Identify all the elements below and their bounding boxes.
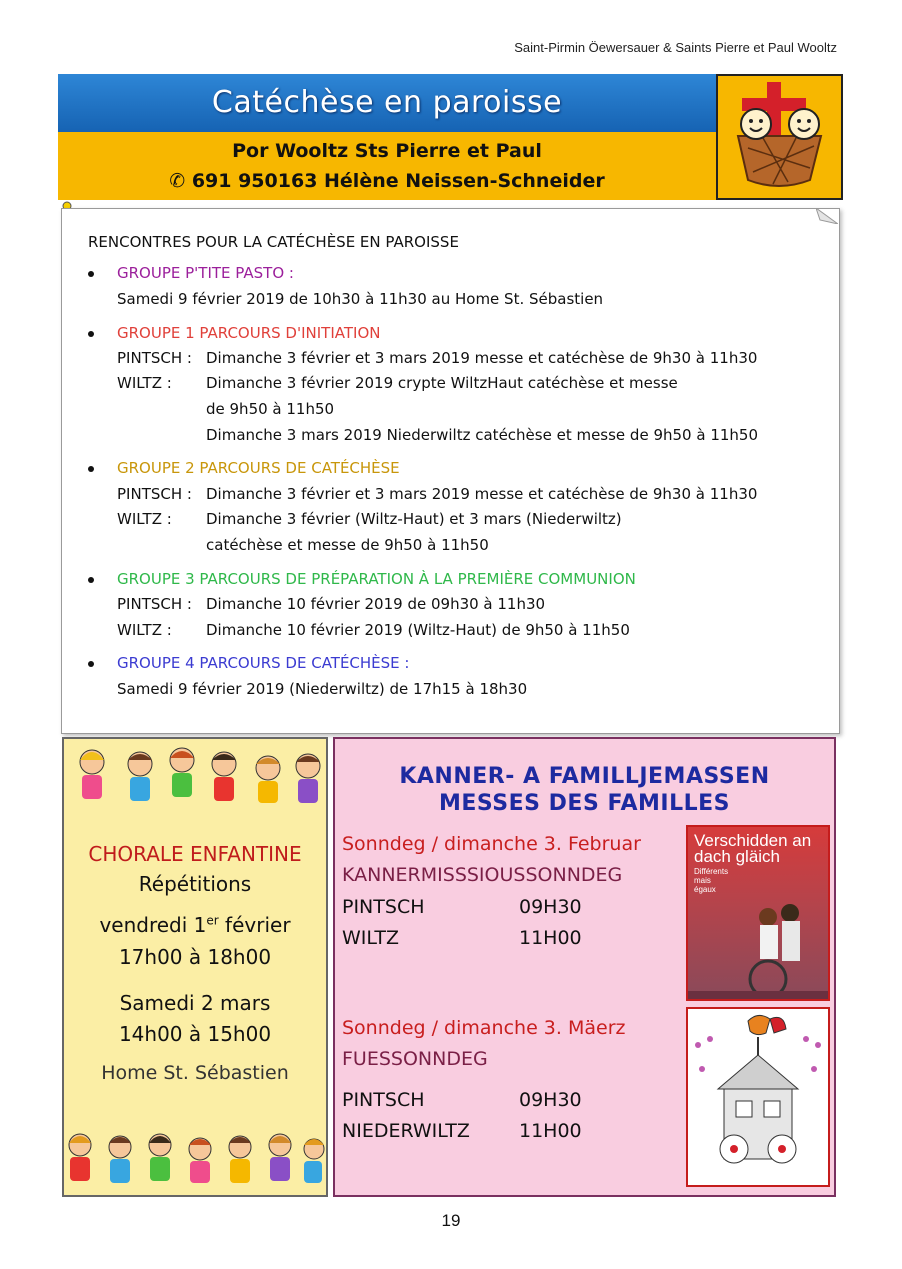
group-2-text-2: Dimanche 3 février (Wiltz-Haut) et 3 mars (Niederwiltz) — [206, 510, 622, 528]
group-1-label-2: WILTZ : — [117, 374, 172, 392]
carnival-rooster-house-icon — [688, 1009, 828, 1185]
group-1-text-2: Dimanche 3 février 2019 crypte WiltzHaut catéchèse et messe — [206, 374, 678, 392]
mass-2-place-2: NIEDERWILTZ — [342, 1120, 470, 1142]
carnival-illustration — [686, 1007, 830, 1187]
group-1-text-4: Dimanche 3 mars 2019 Niederwiltz catéchèse et messe de 9h50 à 11h50 — [206, 426, 758, 444]
mass-1-time-2: 11H00 — [519, 927, 582, 949]
children-wheelchair-photo-icon — [688, 903, 828, 1001]
campaign-poster — [686, 825, 830, 1001]
page-curl-icon — [816, 208, 838, 224]
phone-icon: ✆ — [169, 170, 186, 192]
catechesis-logo — [716, 74, 843, 200]
bullet-icon — [88, 577, 94, 583]
choir-date-1 — [62, 913, 328, 937]
mass-2-date: Sonndeg / dimanche 3. Mäerz — [342, 1017, 626, 1039]
masses-title-fr: MESSES DES FAMILLES — [439, 791, 730, 816]
banner-contact-line — [58, 170, 716, 192]
group-2-label-2: WILTZ : — [117, 510, 172, 528]
mass-1-date: Sonndeg / dimanche 3. Februar — [342, 833, 641, 855]
group-4-line: Samedi 9 février 2019 (Niederwiltz) de 17h15 à 18h30 — [117, 680, 528, 698]
page-number: 19 — [441, 1211, 461, 1230]
mass-2-time-2: 11H00 — [519, 1120, 582, 1142]
banner-parish-line: Por Wooltz Sts Pierre et Paul — [232, 140, 542, 162]
group-1-text-3: de 9h50 à 11h50 — [206, 400, 335, 418]
contact-text: 691 950163 Hélène Neissen-Schneider — [191, 170, 605, 192]
mass-2-time-1: 09H30 — [519, 1089, 582, 1111]
mass-2-place-1: PINTSCH — [342, 1089, 425, 1111]
children-row-bottom-icon — [64, 1125, 326, 1195]
mass-1-time-1: 09H30 — [519, 896, 582, 918]
group-3-text-1: Dimanche 10 février 2019 de 09h30 à 11h30 — [206, 595, 546, 613]
boat-cross-logo-icon — [718, 76, 841, 198]
group-1-text-1: Dimanche 3 février et 3 mars 2019 messe et catéchèse de 9h30 à 11h30 — [206, 349, 758, 367]
mass-2-name: FUESSONNDEG — [342, 1048, 488, 1070]
parish-header: Saint-Pirmin Öewersauer & Saints Pierre et Paul Wooltz — [514, 40, 837, 55]
poster-title: Verschidden an dach gläich — [694, 831, 812, 866]
bullet-icon — [88, 466, 94, 472]
choir-date-1-day: vendredi 1 — [99, 913, 207, 937]
group-2-title: GROUPE 2 PARCOURS DE CATÉCHÈSE — [117, 459, 400, 477]
choir-place: Home St. Sébastien — [101, 1062, 289, 1084]
mass-1-name: KANNERMISSSIOUSSONNDEG — [342, 864, 623, 886]
group-2-label-1: PINTSCH : — [117, 485, 192, 503]
poster-subtitle: Différents mais égaux — [694, 867, 729, 894]
mass-1-place-1: PINTSCH — [342, 896, 425, 918]
group-2-text-3: catéchèse et messe de 9h50 à 11h50 — [206, 536, 489, 554]
group-3-title: GROUPE 3 PARCOURS DE PRÉPARATION À LA PREMIÈRE COMMUNION — [117, 570, 636, 588]
bullet-icon — [88, 661, 94, 667]
choir-time-2: 14h00 à 15h00 — [118, 1022, 272, 1046]
catechism-heading: RENCONTRES POUR LA CATÉCHÈSE EN PAROISSE — [88, 233, 459, 251]
group-4-title: GROUPE 4 PARCOURS DE CATÉCHÈSE : — [117, 654, 410, 672]
group-1-title: GROUPE 1 PARCOURS D'INITIATION — [117, 324, 381, 342]
group-pasto-line: Samedi 9 février 2019 de 10h30 à 11h30 au Home St. Sébastien — [117, 290, 604, 308]
bullet-icon — [88, 331, 94, 337]
group-3-text-2: Dimanche 10 février 2019 (Wiltz-Haut) de 9h50 à 11h50 — [206, 621, 630, 639]
bullet-icon — [88, 271, 94, 277]
choir-date-2: Samedi 2 mars — [119, 991, 271, 1015]
choir-title: CHORALE ENFANTINE — [88, 842, 302, 866]
banner-contact-bar — [58, 132, 716, 200]
choir-subtitle: Répétitions — [138, 872, 252, 896]
choir-time-1: 17h00 à 18h00 — [118, 945, 272, 969]
group-3-label-2: WILTZ : — [117, 621, 172, 639]
mass-1-place-2: WILTZ — [342, 927, 399, 949]
children-row-top-icon — [70, 742, 326, 812]
masses-title-lux: KANNER- A FAMILLJEMASSEN — [399, 764, 770, 789]
group-pasto-title: GROUPE P'TITE PASTO : — [117, 264, 294, 282]
group-2-text-1: Dimanche 3 février et 3 mars 2019 messe et catéchèse de 9h30 à 11h30 — [206, 485, 758, 503]
group-1-label-1: PINTSCH : — [117, 349, 192, 367]
page-title: Catéchèse en paroisse — [211, 85, 563, 120]
group-3-label-1: PINTSCH : — [117, 595, 192, 613]
choir-date-1-sup: er — [206, 913, 219, 928]
choir-date-1-month: février — [218, 913, 291, 937]
